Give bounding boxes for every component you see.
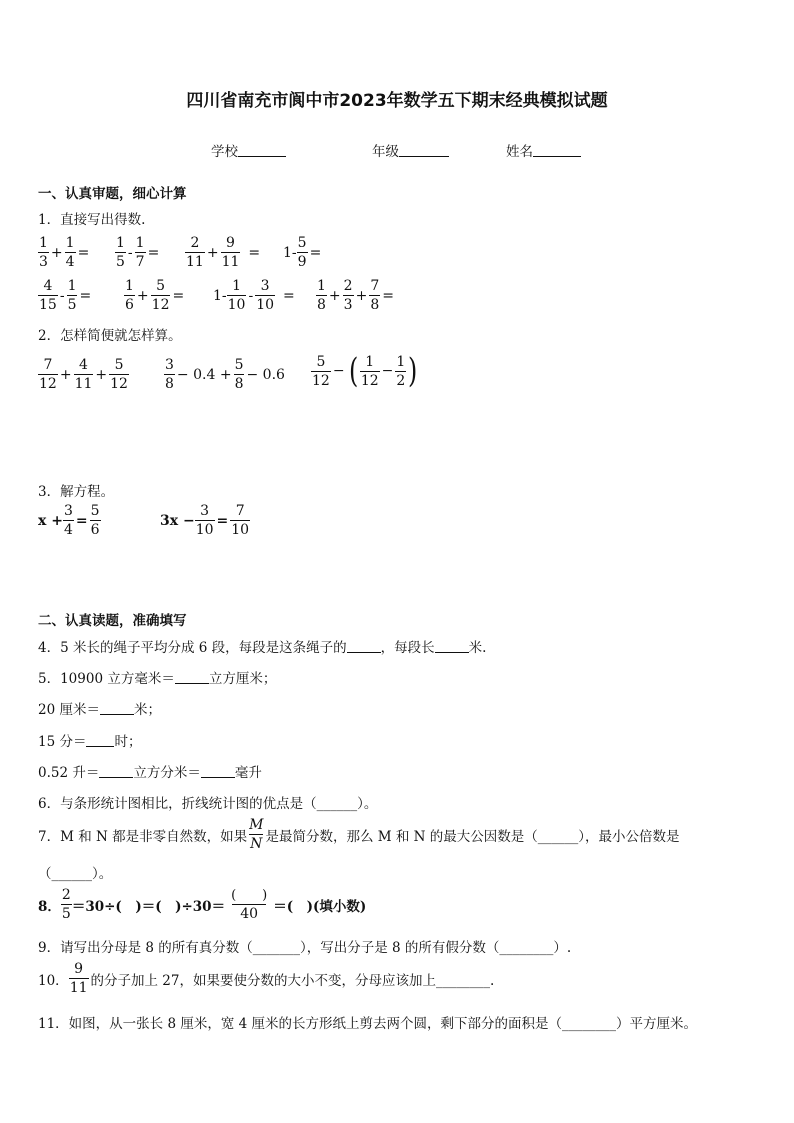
q5-blank-2[interactable] — [100, 702, 134, 715]
section-one-heading: 一、认真审题，细心计算 — [38, 186, 187, 202]
school-label: 学校 — [211, 144, 238, 160]
question-5-line-2: 20 厘米＝ 米； — [38, 702, 161, 718]
grade-blank[interactable] — [399, 144, 449, 157]
question-9: 9．请写出分母是 8 的所有真分数（_______），写出分子是 8 的所有假分数（________）. — [38, 940, 572, 956]
q2-expr-3: $\frac{5}{12}$ − ( $\frac{1}{12}$ − $\frac{1}{2}$ ) — [312, 351, 418, 391]
grade-label: 年级 — [372, 144, 399, 160]
question-10: 10． $\frac{9}{11}$ 的分子加上 27，如果要使分数的大小不变，分母应该加上________. — [38, 961, 495, 996]
question-7-continued: （______）。 — [38, 866, 113, 882]
name-label: 姓名 — [506, 144, 533, 160]
q1-expr-2b: $\frac{1}{6}$ + $\frac{5}{12}$ = — [125, 278, 185, 313]
question-1-label: 1．直接写出得数. — [38, 212, 146, 228]
question-5-line-4: 0.52 升＝ 立方分米＝ 毫升 — [38, 765, 262, 781]
q3-equation-1: x + $\frac{3}{4}$ = $\frac{5}{6}$ — [38, 503, 100, 538]
q1-expr-1b: $\frac{1}{5}$ - $\frac{1}{7}$ = — [116, 235, 160, 270]
q4-blank-1[interactable] — [347, 640, 381, 653]
question-3-label: 3．解方程。 — [38, 484, 115, 500]
grade-field[interactable] — [372, 140, 449, 160]
section-two-heading: 二、认真读题，准确填写 — [38, 613, 187, 629]
name-field[interactable] — [506, 140, 581, 160]
question-8: 8． $\frac{2}{5}$ ＝30÷( )＝( )÷30＝ $\frac{( )}{40}$ ＝( )(填小数) — [38, 887, 367, 922]
q1-expr-2d: $\frac{1}{8}$ + $\frac{2}{3}$ + $\frac{7}{8}$ = — [317, 278, 394, 313]
q4-blank-2[interactable] — [435, 640, 469, 653]
q1-expr-1c: $\frac{2}{11}$ + $\frac{9}{11}$ = — [186, 235, 261, 270]
q1-expr-2a: $\frac{4}{15}$ - $\frac{1}{5}$ = — [39, 278, 92, 313]
school-field[interactable] — [211, 140, 286, 160]
q3-equation-2: 3x − $\frac{3}{10}$ = $\frac{7}{10}$ — [160, 503, 250, 538]
page-title: 四川省南充市阆中市2023年数学五下期末经典模拟试题 — [186, 91, 608, 111]
question-7: 7．M 和 N 都是非零自然数，如果 $\frac{M}{N}$ 是最简分数，那么 M 和 N 的最大公因数是（______），最小公倍数是 — [38, 817, 680, 852]
q5-blank-1[interactable] — [175, 671, 209, 684]
q1-expr-2c: 1- $\frac{1}{10}$ - $\frac{3}{10}$ = — [213, 278, 295, 313]
question-5-line-1: 5．10900 立方毫米＝ 立方厘米； — [38, 671, 277, 687]
name-blank[interactable] — [533, 144, 581, 157]
question-5-line-3: 15 分＝ 时； — [38, 734, 142, 750]
q5-blank-4[interactable] — [99, 765, 133, 778]
question-6: 6．与条形统计图相比，折线统计图的优点是（______）。 — [38, 796, 378, 812]
q5-blank-5[interactable] — [201, 765, 235, 778]
school-blank[interactable] — [238, 144, 286, 157]
q2-expr-2: $\frac{3}{8}$ − 0.4 + $\frac{5}{8}$ − 0.6 — [165, 357, 285, 392]
question-2-label: 2．怎样简便就怎样算。 — [38, 328, 182, 344]
q2-expr-1: $\frac{7}{12}$ + $\frac{4}{11}$ + $\frac{5}{12}$ — [39, 357, 128, 392]
question-11: 11．如图，从一张长 8 厘米，宽 4 厘米的长方形纸上剪去两个圆，剩下部分的面积是（________）平方厘米。 — [38, 1016, 698, 1032]
q5-blank-3[interactable] — [86, 734, 114, 747]
q1-expr-1d: 1- $\frac{5}{9}$ = — [283, 235, 322, 270]
q1-expr-1a: $\frac{1}{3}$ + $\frac{1}{4}$ = — [39, 235, 90, 270]
question-4: 4．5 米长的绳子平均分成 6 段，每段是这条绳子的 ，每段长 米. — [38, 640, 487, 656]
